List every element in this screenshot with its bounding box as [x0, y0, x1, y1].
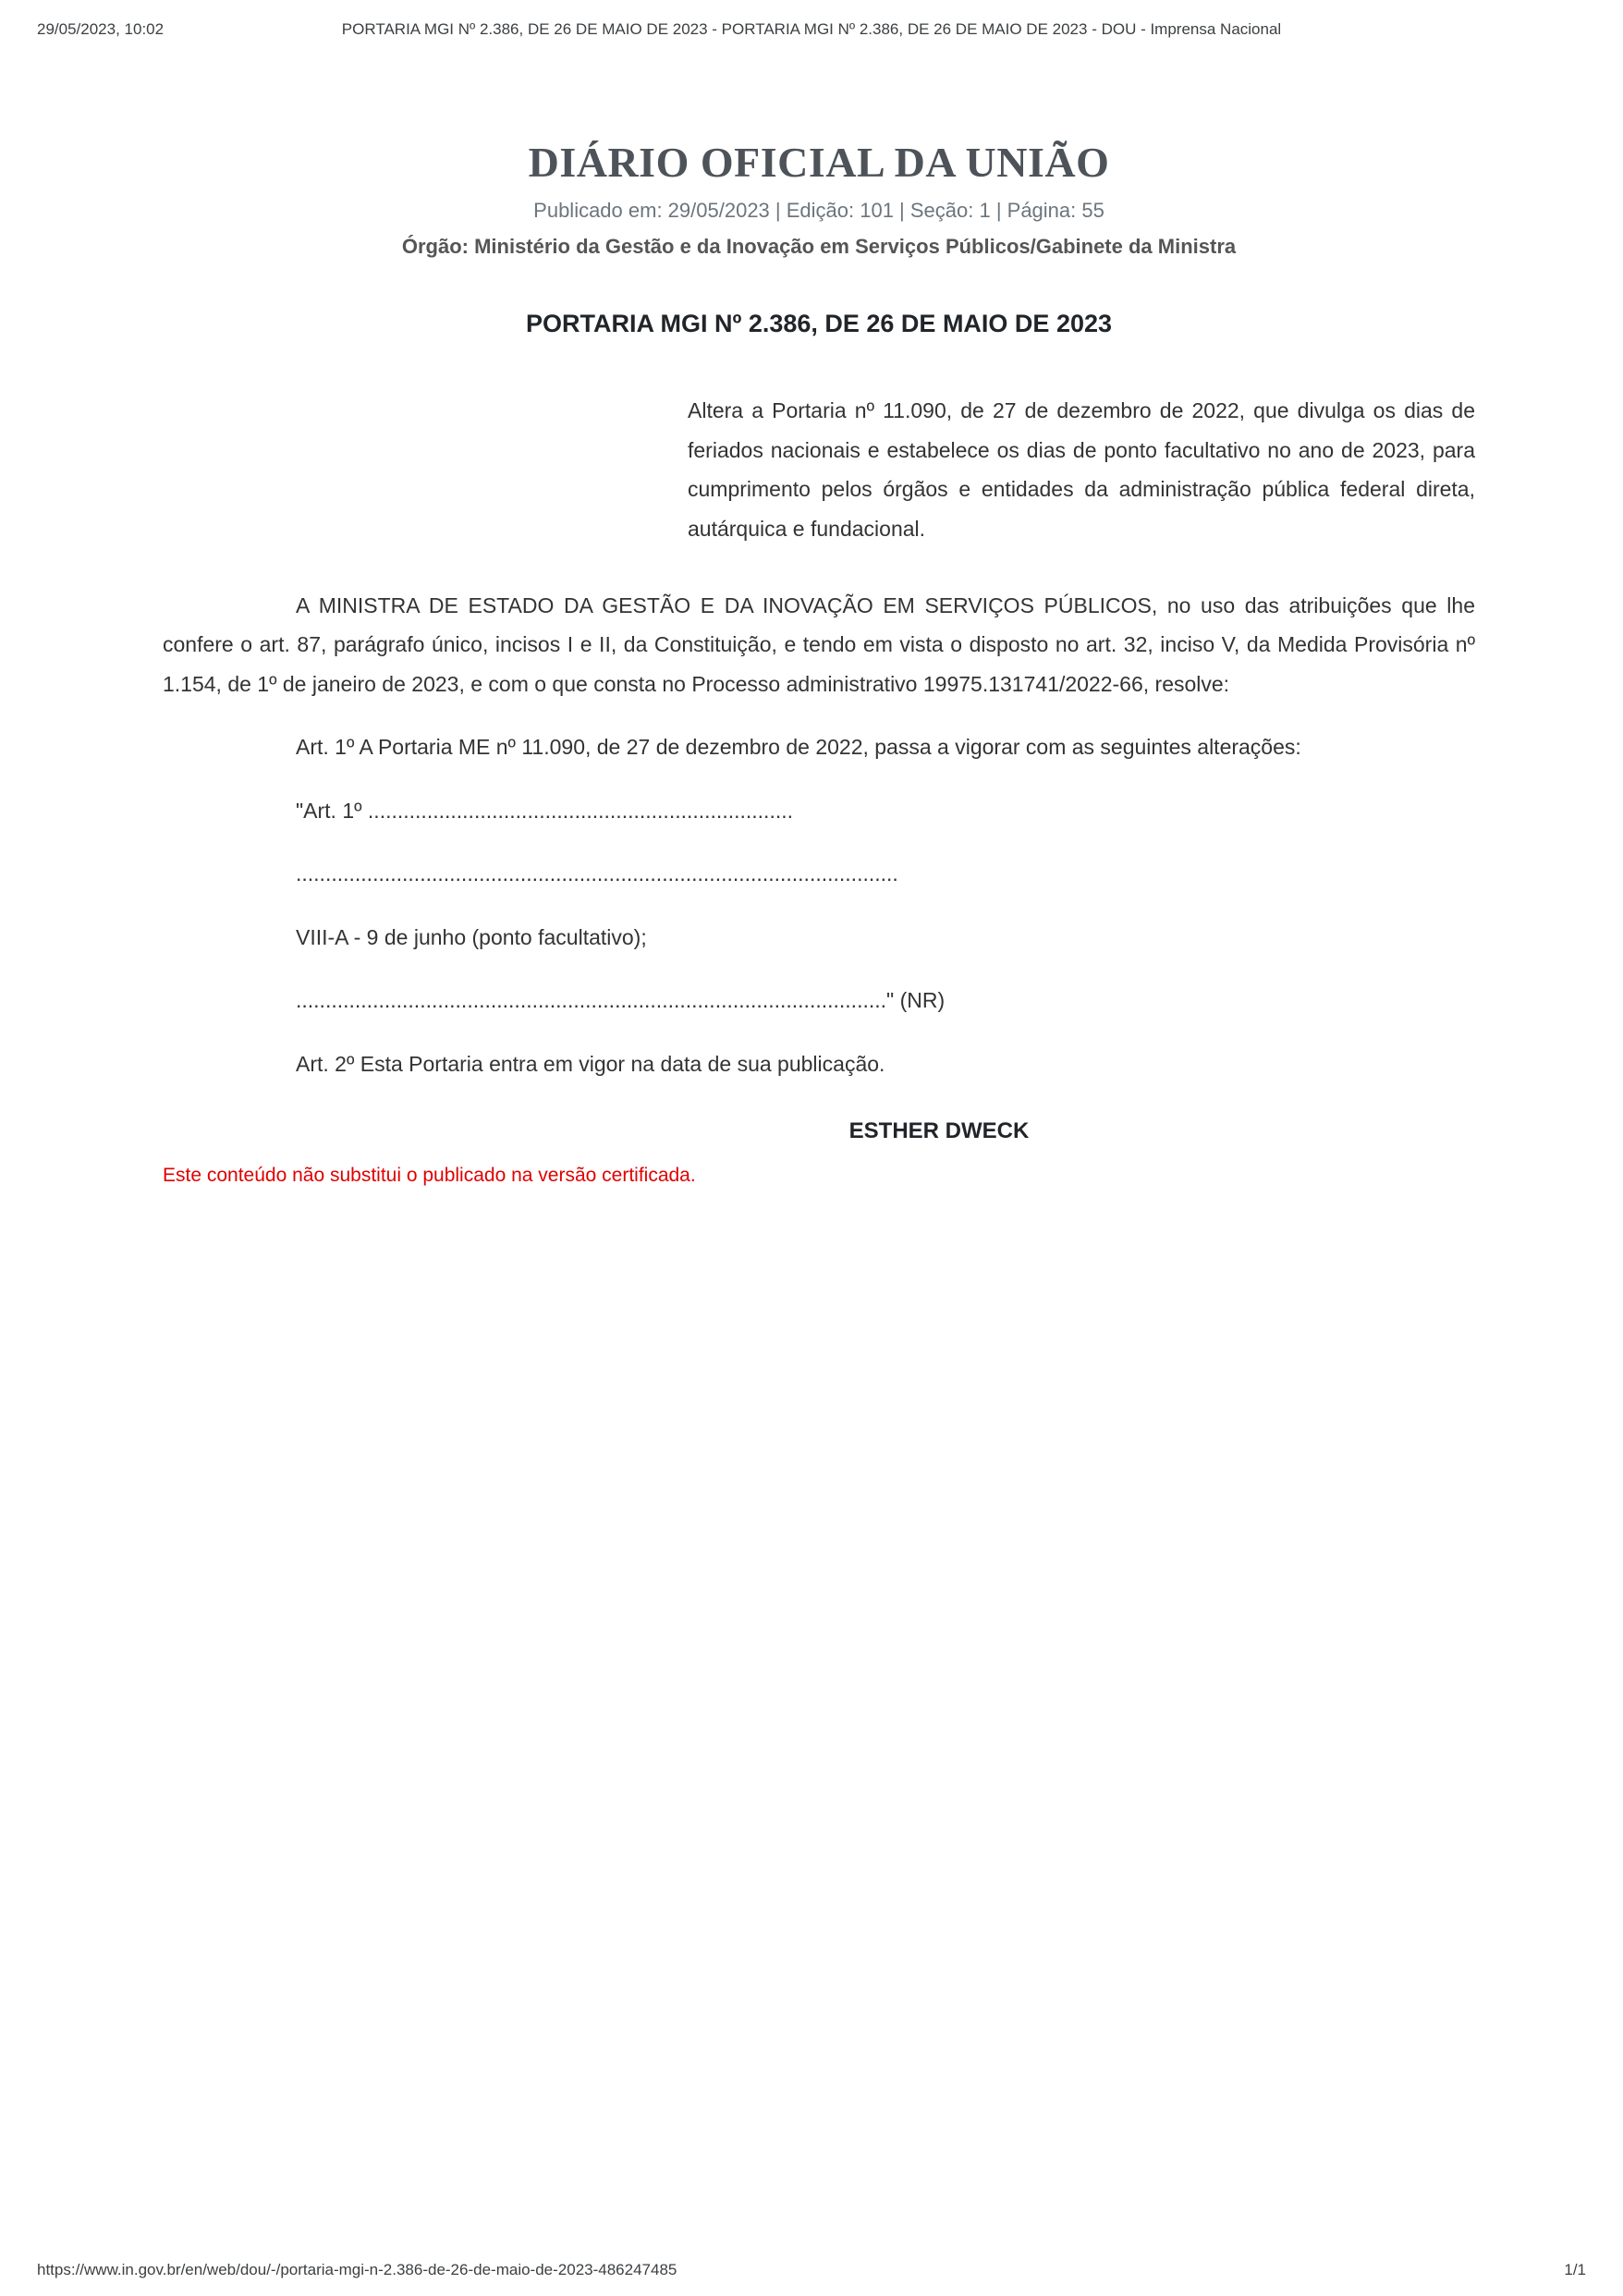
- act-summary: Altera a Portaria nº 11.090, de 27 de dezembro de 2022, que divulga os dias de feriados nacionais e estabelece os dias de ponto facultativo no ano de 2023, para cumprimento pelos órgãos e entidades da administração pública federal direta, autárquica e fundacional.: [688, 398, 1475, 541]
- print-url: https://www.in.gov.br/en/web/dou/-/portaria-mgi-n-2.386-de-26-de-maio-de-2023-486247485: [37, 2261, 677, 2278]
- organ-line: Órgão: Ministério da Gestão e da Inovação em Serviços Públicos/Gabinete da Ministra: [401, 234, 1237, 258]
- print-timestamp: 29/05/2023, 10:02: [37, 20, 165, 38]
- signature-name: ESTHER DWECK: [848, 1118, 1030, 1144]
- act-paragraph-art2: Art. 2º Esta Portaria entra em vigor na data de sua publicação.: [296, 1051, 885, 1076]
- act-title: PORTARIA MGI Nº 2.386, DE 26 DE MAIO DE 2023: [525, 309, 1113, 337]
- print-footer: [37, 2261, 1586, 2279]
- act-paragraph-quote-open: "Art. 1º ........................................................................: [296, 798, 794, 823]
- certification-disclaimer: Este conteúdo não substitui o publicado na versão certificada.: [163, 1165, 696, 1187]
- publication-info: Publicado em: 29/05/2023 | Edição: 101 | Seção: 1 | Página: 55: [533, 199, 1104, 223]
- masthead-title: DIÁRIO OFICIAL DA UNIÃO: [528, 139, 1110, 186]
- act-paragraph-preamble: A MINISTRA DE ESTADO DA GESTÃO E DA INOVAÇÃO EM SERVIÇOS PÚBLICOS, no uso das atribuições que lhe confere o art. 87, parágrafo único, incisos I e II, da Constituição, e tendo em vista o disposto no art. 32, inciso V, da Medida Provisória nº 1.154, de 1º de janeiro de 2023, e com o que consta no Processo administrativo 19975.131741/2022-66, resolve:: [163, 592, 1475, 696]
- print-page-title: PORTARIA MGI Nº 2.386, DE 26 DE MAIO DE 2023 - PORTARIA MGI Nº 2.386, DE 26 DE MAIO DE 2023 - DOU - Imprensa Nacional: [341, 20, 1282, 38]
- act-paragraph-art1: Art. 1º A Portaria ME nº 11.090, de 27 de dezembro de 2022, passa a vigorar com as seguintes alterações:: [296, 735, 1301, 760]
- act-paragraph-dots: ......................................................................................................: [296, 861, 898, 886]
- act-paragraph-viii-a: VIII-A - 9 de junho (ponto facultativo);: [296, 924, 647, 949]
- act-paragraph-quote-close: ...................................................................................................." (NR): [296, 988, 946, 1013]
- print-page-number: 1/1: [1564, 2261, 1586, 2278]
- masthead: [163, 137, 1475, 261]
